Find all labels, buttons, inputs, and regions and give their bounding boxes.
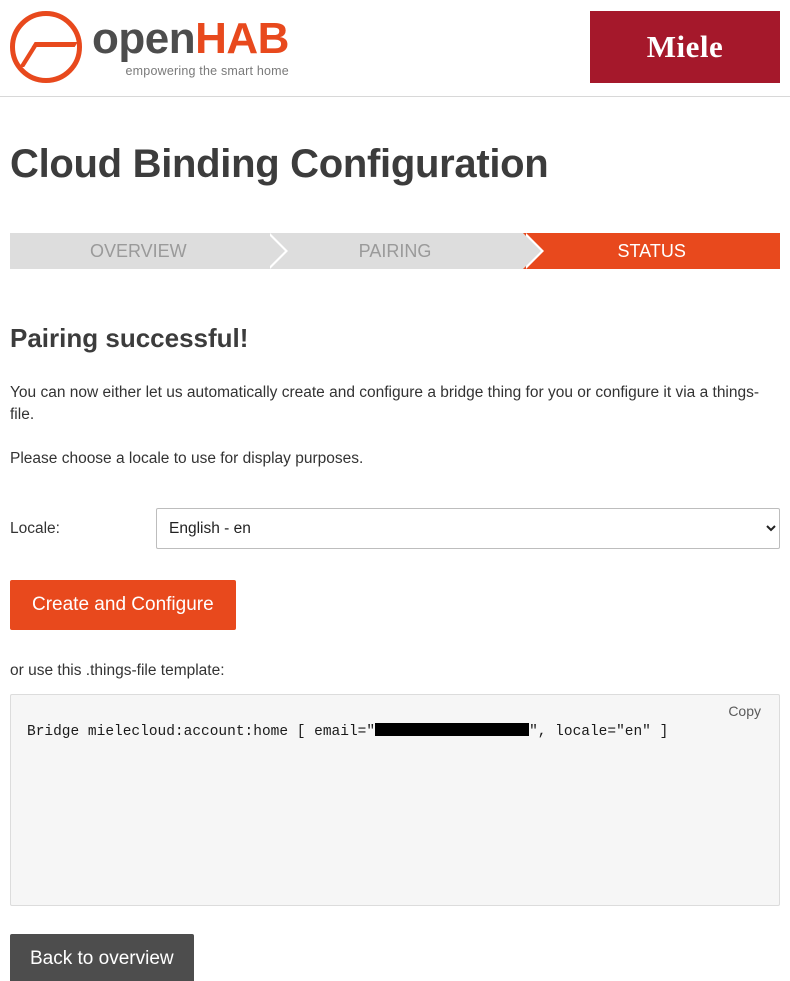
openhab-logo	[10, 11, 289, 83]
step-status[interactable]	[523, 233, 780, 269]
logo-word-hab: HAB	[195, 13, 289, 63]
section-title: Pairing successful!	[10, 323, 249, 353]
step-overview[interactable]	[10, 233, 267, 269]
logo-word-open: open	[92, 13, 196, 63]
code-prefix: Bridge mielecloud:account:home [ email="	[27, 724, 376, 740]
copy-button[interactable]: Copy	[722, 702, 767, 720]
main-content	[10, 323, 780, 981]
step-status-label: STATUS	[617, 240, 686, 261]
miele-brand-label: Miele	[646, 29, 724, 64]
things-file-label: or use this .things-file template:	[10, 662, 225, 679]
step-arrow-icon	[267, 233, 285, 269]
things-file-code-block	[10, 694, 780, 906]
redacted-email	[375, 723, 529, 736]
openhab-logo-icon	[10, 11, 82, 83]
step-breadcrumb	[10, 233, 780, 269]
code-suffix: ", locale="en" ]	[529, 724, 669, 740]
logo-wordmark	[92, 13, 289, 63]
step-overview-label: OVERVIEW	[89, 240, 187, 261]
page-title: Cloud Binding Configuration	[10, 142, 549, 186]
things-file-code-line	[27, 723, 763, 740]
back-to-overview-button[interactable]: Back to overview	[10, 934, 194, 981]
locale-select[interactable]	[156, 508, 780, 549]
step-pairing-label: PAIRING	[358, 240, 432, 261]
miele-brand-badge	[590, 11, 780, 83]
create-and-configure-button[interactable]: Create and Configure	[10, 580, 236, 630]
site-header	[0, 0, 790, 97]
step-arrow-icon	[523, 233, 541, 269]
openhab-logo-text	[92, 13, 289, 78]
locale-row	[10, 508, 780, 549]
locale-instruction-paragraph: Please choose a locale to use for display purposes.	[10, 450, 364, 467]
intro-paragraph: You can now either let us automatically create and configure a bridge thing for you or configure it via a things-file.	[10, 384, 760, 423]
locale-label: Locale:	[10, 519, 60, 537]
logo-tagline: empowering the smart home	[125, 63, 289, 78]
step-pairing[interactable]	[267, 233, 524, 269]
